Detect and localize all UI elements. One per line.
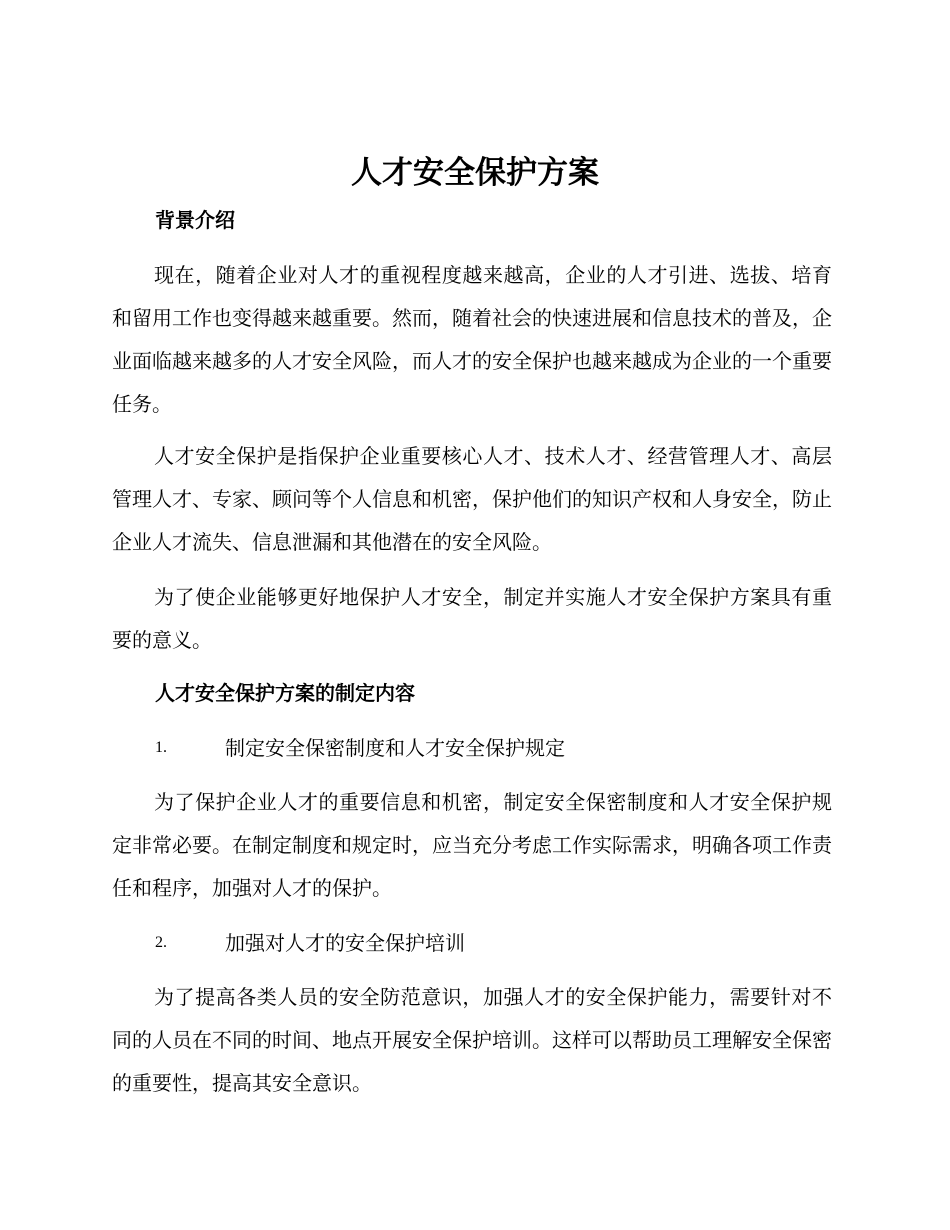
- paragraph: 为了使企业能够更好地保护人才安全，制定并实施人才安全保护方案具有重要的意义。: [112, 585, 832, 652]
- paragraph: 人才安全保护是指保护企业重要核心人才、技术人才、经营管理人才、高层管理人才、专家、顾问等个人信息和机密，保护他们的知识产权和人身安全，防止企业人才流失、信息泄漏和其他潜在的安全风险。: [112, 444, 832, 554]
- paragraph: 现在，随着企业对人才的重视程度越来越高，企业的人才引进、选拔、培育和留用工作也变得越来越重要。然而，随着社会的快速进展和信息技术的普及，企业面临越来越多的人才安全风险，而人才的安全保护也越来越成为企业的一个重要任务。: [112, 263, 832, 416]
- list-number: 1.: [155, 739, 167, 756]
- list-item: [155, 928, 465, 958]
- list-item-title: 加强对人才的安全保护培训: [225, 931, 465, 955]
- paragraph: 为了提高各类人员的安全防范意识，加强人才的安全保护能力，需要针对不同的人员在不同的时间、地点开展安全保护培训。这样可以帮助员工理解安全保密的重要性，提高其安全意识。: [112, 985, 832, 1095]
- list-number: 2.: [155, 934, 167, 951]
- section-heading-background: 背景介绍: [155, 208, 235, 232]
- section-heading-content: 人才安全保护方案的制定内容: [155, 681, 415, 705]
- document-title: 人才安全保护方案: [351, 155, 599, 191]
- paragraph: 为了保护企业人才的重要信息和机密，制定安全保密制度和人才安全保护规定非常必要。在制定制度和规定时，应当充分考虑工作实际需求，明确各项工作责任和程序，加强对人才的保护。: [112, 790, 832, 900]
- list-item: [155, 733, 565, 763]
- list-item-title: 制定安全保密制度和人才安全保护规定: [225, 736, 565, 760]
